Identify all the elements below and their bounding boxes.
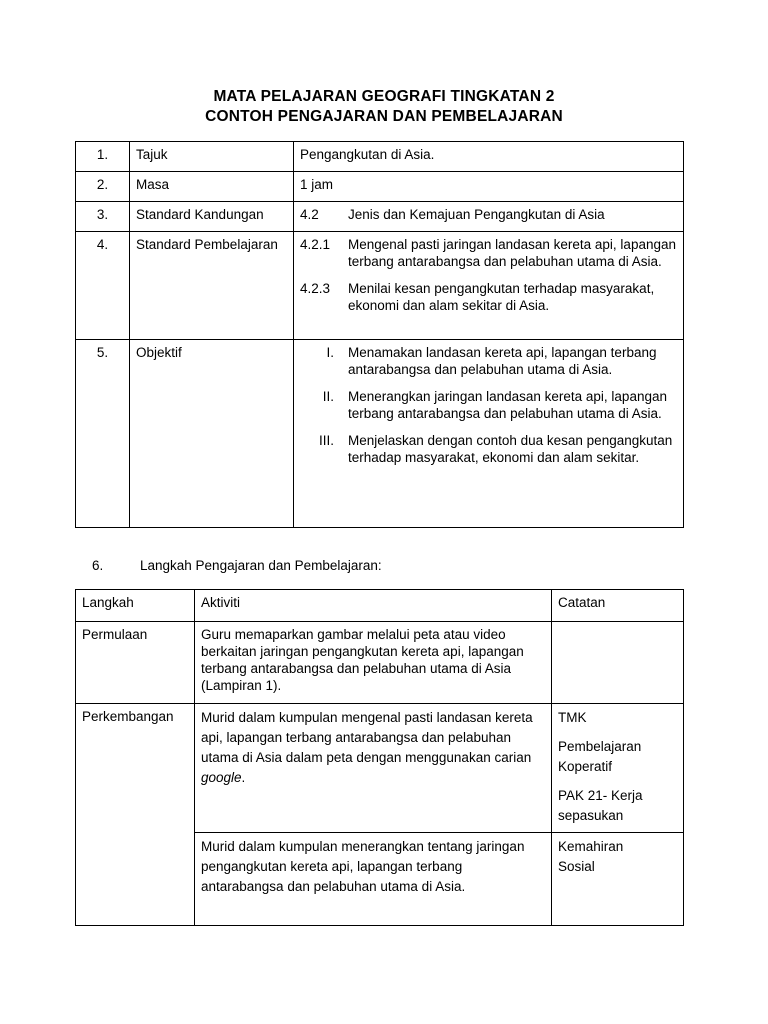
row-number: 2. — [96, 177, 109, 192]
steps-header-row — [76, 590, 684, 622]
note-pembelajaran-koperatif: Pembelajaran Koperatif — [558, 739, 642, 774]
section-6-label: Langkah Pengajaran dan Pembelajaran: — [140, 558, 382, 573]
info-table — [75, 141, 684, 528]
note-pak21: PAK 21- Kerja sepasukan — [558, 788, 643, 823]
standard-item — [300, 280, 677, 314]
steps-row-permulaan — [76, 622, 684, 704]
objective-numeral: II. — [322, 389, 334, 404]
row-number: 3. — [96, 207, 109, 222]
row-label: Standard Pembelajaran — [136, 237, 278, 252]
row-number: 1. — [96, 147, 109, 162]
step-activity: Guru memaparkan gambar melalui peta atau video berkaitan jaringan pengangkutan kereta api, lapangan terbang antarabangsa dan pelabuhan utama di Asia (Lampiran 1). — [201, 627, 524, 693]
objective-numeral: III. — [318, 433, 334, 448]
objective-numeral: I. — [326, 345, 334, 360]
header-langkah: Langkah — [82, 595, 134, 610]
standard-code: 4.2.3 — [300, 281, 331, 296]
step-activity: Murid dalam kumpulan menerangkan tentang jaringan pengangkutan kereta api, lapangan terbang antarabangsa dan pelabuhan utama di Asia. — [201, 839, 525, 894]
standard-text: Mengenal pasti jaringan landasan kereta api, lapangan terbang antarabangsa dan pelabuhan utama di Asia. — [348, 237, 676, 269]
objective-item — [300, 432, 677, 466]
info-row-standard-pembelajaran — [76, 232, 684, 340]
header-catatan: Catatan — [558, 595, 606, 610]
objective-text: Menamakan landasan kereta api, lapangan terbang antarabangsa dan pelabuhan utama di Asia. — [348, 345, 657, 377]
note-tmk: TMK — [558, 710, 587, 725]
objective-text: Menerangkan jaringan landasan kereta api, lapangan terbang antarabangsa dan pelabuhan utama di Asia. — [348, 389, 667, 421]
activity-text: Murid dalam kumpulan mengenal pasti landasan kereta api, lapangan terbang antarabangsa dan pelabuhan utama di Asia dalam peta dengan menggunakan carian — [201, 710, 533, 765]
title-line-1: MATA PELAJARAN GEOGRAFI TINGKATAN 2 — [213, 88, 555, 105]
standard-code: 4.2.1 — [300, 237, 331, 252]
step-name: Perkembangan — [82, 709, 174, 724]
step-note — [552, 622, 683, 632]
objective-item — [300, 344, 677, 378]
row-label: Masa — [136, 177, 170, 192]
step-note — [552, 704, 683, 832]
step-note: Kemahiran Sosial — [558, 839, 624, 874]
row-number: 5. — [96, 345, 109, 360]
standard-item — [300, 236, 677, 270]
step-activity — [195, 704, 551, 794]
steps-table — [75, 589, 684, 926]
row-label: Standard Kandungan — [136, 207, 264, 222]
header-aktiviti: Aktiviti — [201, 595, 241, 610]
section-6-number: 6. — [92, 558, 104, 573]
activity-end: . — [241, 770, 246, 785]
row-value: Jenis dan Kemajuan Pengangkutan di Asia — [348, 207, 605, 222]
objective-item — [300, 388, 677, 422]
info-row-objektif — [76, 340, 684, 528]
step-name: Permulaan — [82, 627, 148, 642]
info-row-standard-kandungan — [76, 202, 684, 232]
info-row-masa — [76, 172, 684, 202]
row-label: Tajuk — [136, 147, 168, 162]
title-line-2: CONTOH PENGAJARAN DAN PEMBELAJARAN — [205, 108, 563, 125]
row-number: 4. — [96, 237, 109, 252]
standard-code: 4.2 — [300, 207, 319, 222]
objective-text: Menjelaskan dengan contoh dua kesan pengangkutan terhadap masyarakat, ekonomi dan alam sekitar. — [348, 433, 673, 465]
row-label: Objektif — [136, 345, 182, 360]
row-value: 1 jam — [300, 177, 334, 192]
row-value: Pengangkutan di Asia. — [300, 147, 435, 162]
info-row-tajuk — [76, 142, 684, 172]
steps-row-perkembangan — [76, 704, 684, 833]
activity-italic-term: google — [201, 770, 242, 785]
standard-text: Menilai kesan pengangkutan terhadap masyarakat, ekonomi dan alam sekitar di Asia. — [348, 281, 655, 313]
